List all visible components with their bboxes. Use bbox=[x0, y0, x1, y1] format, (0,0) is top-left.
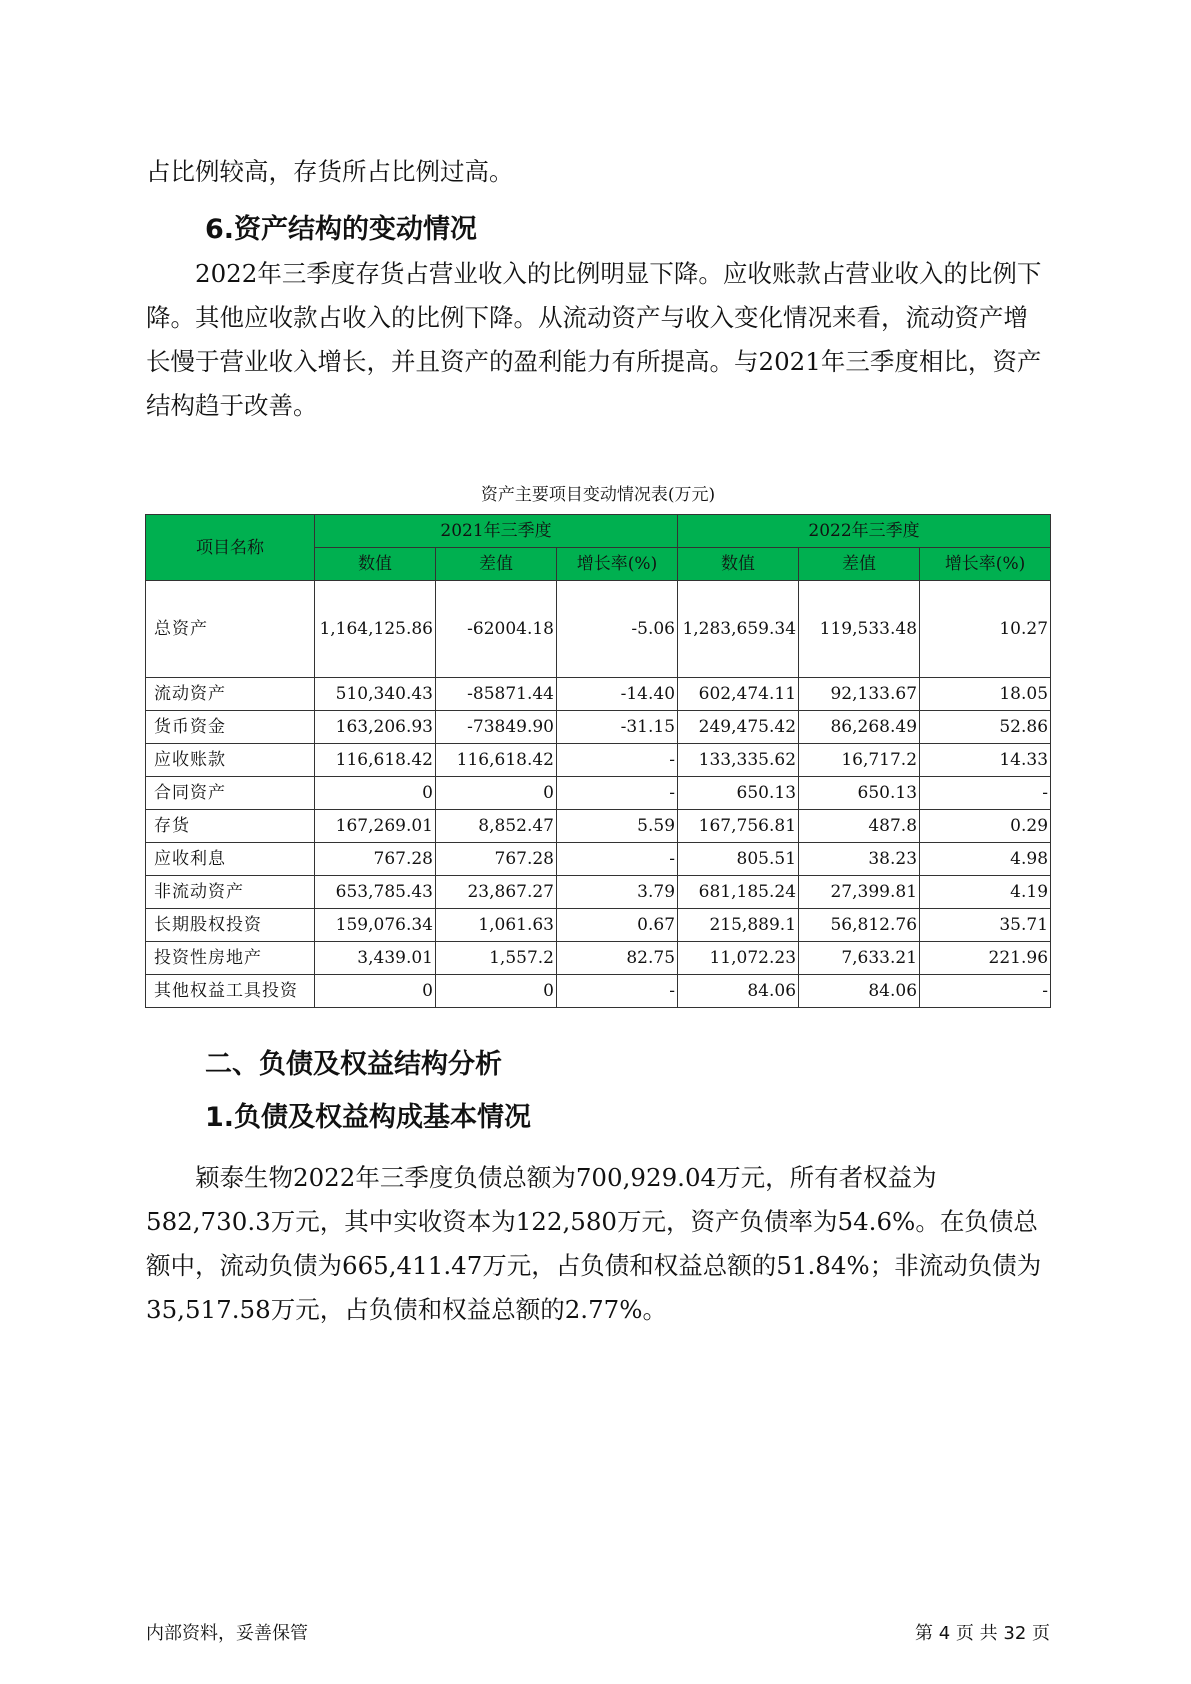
cell-diff-2021: -62004.18 bbox=[436, 581, 557, 678]
cell-growth-2021: - bbox=[557, 843, 678, 876]
row-name: 其他权益工具投资 bbox=[146, 975, 315, 1008]
cell-growth-2021: 82.75 bbox=[557, 942, 678, 975]
cell-diff-2021: 1,061.63 bbox=[436, 909, 557, 942]
cell-value-2022: 602,474.11 bbox=[678, 678, 799, 711]
row-name: 总资产 bbox=[146, 581, 315, 678]
table-row bbox=[146, 975, 1051, 1008]
cell-value-2021: 510,340.43 bbox=[315, 678, 436, 711]
cell-value-2022: 1,283,659.34 bbox=[678, 581, 799, 678]
table-row bbox=[146, 843, 1051, 876]
table-row bbox=[146, 678, 1051, 711]
table-caption: 资产主要项目变动情况表(万元) bbox=[480, 485, 716, 505]
section2-sub-heading: 1.负债及权益构成基本情况 bbox=[205, 1102, 532, 1133]
section2-heading: 二、负债及权益结构分析 bbox=[205, 1049, 502, 1080]
cell-diff-2021: -73849.90 bbox=[436, 711, 557, 744]
row-name: 非流动资产 bbox=[146, 876, 315, 909]
cell-diff-2022: 7,633.21 bbox=[799, 942, 920, 975]
cell-diff-2021: 116,618.42 bbox=[436, 744, 557, 777]
cell-diff-2022: 119,533.48 bbox=[799, 581, 920, 678]
section6-heading: 6.资产结构的变动情况 bbox=[205, 214, 478, 245]
row-name: 长期股权投资 bbox=[146, 909, 315, 942]
cell-growth-2022: 0.29 bbox=[920, 810, 1051, 843]
cell-diff-2022: 38.23 bbox=[799, 843, 920, 876]
row-name: 货币资金 bbox=[146, 711, 315, 744]
intro-tail-text: 占比例较高，存货所占比例过高。 bbox=[146, 157, 514, 186]
header-growth-2022: 增长率(%) bbox=[920, 548, 1051, 581]
cell-value-2022: 133,335.62 bbox=[678, 744, 799, 777]
cell-growth-2022: 35.71 bbox=[920, 909, 1051, 942]
cell-value-2021: 3,439.01 bbox=[315, 942, 436, 975]
row-name: 存货 bbox=[146, 810, 315, 843]
row-name: 流动资产 bbox=[146, 678, 315, 711]
table-row bbox=[146, 909, 1051, 942]
cell-value-2021: 767.28 bbox=[315, 843, 436, 876]
header-period-2022: 2022年三季度 bbox=[678, 515, 1051, 548]
cell-diff-2022: 56,812.76 bbox=[799, 909, 920, 942]
cell-value-2022: 805.51 bbox=[678, 843, 799, 876]
row-name: 应收账款 bbox=[146, 744, 315, 777]
header-diff-2021: 差值 bbox=[436, 548, 557, 581]
cell-value-2021: 653,785.43 bbox=[315, 876, 436, 909]
header-diff-2022: 差值 bbox=[799, 548, 920, 581]
cell-value-2021: 159,076.34 bbox=[315, 909, 436, 942]
cell-growth-2021: -5.06 bbox=[557, 581, 678, 678]
header-period-2021: 2021年三季度 bbox=[315, 515, 678, 548]
cell-growth-2021: - bbox=[557, 744, 678, 777]
cell-diff-2022: 86,268.49 bbox=[799, 711, 920, 744]
cell-growth-2022: 14.33 bbox=[920, 744, 1051, 777]
cell-value-2021: 116,618.42 bbox=[315, 744, 436, 777]
cell-diff-2021: 767.28 bbox=[436, 843, 557, 876]
cell-diff-2022: 16,717.2 bbox=[799, 744, 920, 777]
row-name: 合同资产 bbox=[146, 777, 315, 810]
table-row bbox=[146, 711, 1051, 744]
cell-value-2022: 84.06 bbox=[678, 975, 799, 1008]
cell-growth-2021: - bbox=[557, 975, 678, 1008]
row-name: 应收利息 bbox=[146, 843, 315, 876]
table-row bbox=[146, 942, 1051, 975]
cell-value-2021: 1,164,125.86 bbox=[315, 581, 436, 678]
cell-value-2022: 650.13 bbox=[678, 777, 799, 810]
row-name: 投资性房地产 bbox=[146, 942, 315, 975]
cell-value-2022: 215,889.1 bbox=[678, 909, 799, 942]
cell-value-2021: 0 bbox=[315, 777, 436, 810]
cell-growth-2022: 221.96 bbox=[920, 942, 1051, 975]
cell-growth-2022: 4.98 bbox=[920, 843, 1051, 876]
cell-growth-2022: 18.05 bbox=[920, 678, 1051, 711]
cell-diff-2022: 92,133.67 bbox=[799, 678, 920, 711]
cell-growth-2021: 5.59 bbox=[557, 810, 678, 843]
cell-growth-2022: 10.27 bbox=[920, 581, 1051, 678]
cell-growth-2021: -31.15 bbox=[557, 711, 678, 744]
cell-diff-2022: 84.06 bbox=[799, 975, 920, 1008]
table-row bbox=[146, 744, 1051, 777]
cell-growth-2021: -14.40 bbox=[557, 678, 678, 711]
cell-value-2022: 249,475.42 bbox=[678, 711, 799, 744]
cell-value-2022: 167,756.81 bbox=[678, 810, 799, 843]
cell-growth-2022: - bbox=[920, 975, 1051, 1008]
table-row bbox=[146, 777, 1051, 810]
cell-diff-2022: 487.8 bbox=[799, 810, 920, 843]
header-growth-2021: 增长率(%) bbox=[557, 548, 678, 581]
footer-confidential-note: 内部资料，妥善保管 bbox=[146, 1623, 308, 1644]
cell-growth-2021: - bbox=[557, 777, 678, 810]
cell-value-2021: 163,206.93 bbox=[315, 711, 436, 744]
table-row bbox=[146, 581, 1051, 678]
cell-growth-2022: 4.19 bbox=[920, 876, 1051, 909]
asset-change-table bbox=[145, 514, 1051, 1008]
cell-diff-2021: 23,867.27 bbox=[436, 876, 557, 909]
cell-growth-2022: 52.86 bbox=[920, 711, 1051, 744]
cell-growth-2022: - bbox=[920, 777, 1051, 810]
cell-diff-2021: -85871.44 bbox=[436, 678, 557, 711]
cell-value-2021: 0 bbox=[315, 975, 436, 1008]
cell-diff-2021: 0 bbox=[436, 975, 557, 1008]
section6-paragraph: 2022年三季度存货占营业收入的比例明显下降。应收账款占营业收入的比例下降。其他应收款占收入的比例下降。从流动资产与收入变化情况来看，流动资产增长慢于营业收入增长，并且资产的盈利能力有所提高。与2021年三季度相比，资产结构趋于改善。 bbox=[146, 259, 1042, 420]
cell-growth-2021: 0.67 bbox=[557, 909, 678, 942]
section2-paragraph: 颖泰生物2022年三季度负债总额为700,929.04万元，所有者权益为582,730.3万元，其中实收资本为122,580万元，资产负债率为54.6%。在负债总额中，流动负债为665,411.47万元，占负债和权益总额的51.84%；非流动负债为35,517.58万元，占负债和权益总额的2.77%。 bbox=[146, 1163, 1042, 1324]
table-row bbox=[146, 876, 1051, 909]
cell-value-2022: 11,072.23 bbox=[678, 942, 799, 975]
cell-diff-2022: 650.13 bbox=[799, 777, 920, 810]
cell-value-2021: 167,269.01 bbox=[315, 810, 436, 843]
cell-diff-2021: 1,557.2 bbox=[436, 942, 557, 975]
header-value-2022: 数值 bbox=[678, 548, 799, 581]
header-value-2021: 数值 bbox=[315, 548, 436, 581]
cell-value-2022: 681,185.24 bbox=[678, 876, 799, 909]
header-item-name: 项目名称 bbox=[146, 515, 315, 581]
table-row bbox=[146, 810, 1051, 843]
cell-diff-2022: 27,399.81 bbox=[799, 876, 920, 909]
cell-diff-2021: 0 bbox=[436, 777, 557, 810]
cell-diff-2021: 8,852.47 bbox=[436, 810, 557, 843]
cell-growth-2021: 3.79 bbox=[557, 876, 678, 909]
footer-page-number: 第 4 页 共 32 页 bbox=[915, 1623, 1050, 1644]
